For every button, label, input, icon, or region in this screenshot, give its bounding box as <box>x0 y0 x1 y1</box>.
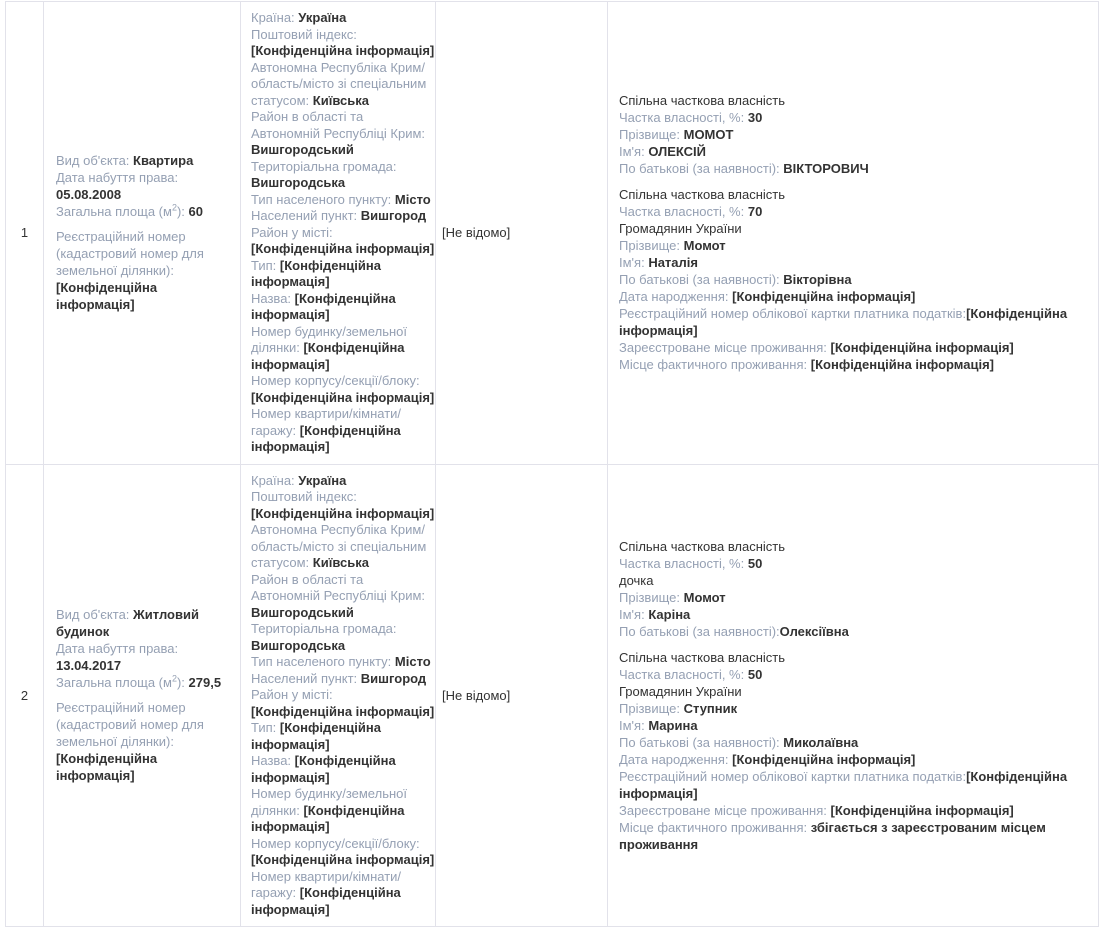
field <box>56 674 232 691</box>
field-value: МОМОТ <box>683 127 734 143</box>
field-value: [Конфіденційна інформація] <box>251 753 396 785</box>
field-label: Автономна Республіка Крим/область/місто зі спеціальним статусом: <box>251 522 427 570</box>
field: Спільна часткова власність <box>619 93 786 109</box>
field-value: [Конфіденційна інформація] <box>56 751 158 784</box>
field-label: Прізвище: <box>619 700 680 716</box>
field <box>251 291 435 324</box>
row-number-cell: 2 <box>6 464 44 927</box>
field-value: [Конфіденційна інформація] <box>251 389 435 405</box>
field <box>251 522 435 572</box>
field-label: Зареєстроване місце проживання: <box>619 802 827 818</box>
field-value: [Конфіденційна інформація] <box>251 852 435 867</box>
field-label: Реєстраційний номер (кадастровий номер для земельної ділянки): <box>56 700 204 750</box>
field-value: Момот <box>683 589 726 605</box>
field-value: 70 <box>747 204 763 220</box>
field-label: Місце фактичного проживання: <box>619 819 808 835</box>
field-value: ОЛЕКСІЙ <box>648 144 706 160</box>
field-label: Тип населеного пункту: <box>251 654 392 669</box>
field-label: По батькові (за наявності): <box>619 623 780 639</box>
field <box>251 621 435 654</box>
field-value: [Конфіденційна інформація] <box>619 768 1068 801</box>
field <box>56 699 232 784</box>
field <box>619 305 1087 339</box>
field-label: Назва: <box>251 753 292 768</box>
field-value: 60 <box>188 204 204 220</box>
field <box>251 572 435 622</box>
field-label: Номер квартири/кімнати/гаражу: <box>251 406 402 438</box>
object-details-cell <box>44 2 241 465</box>
field-label: Територіальна громада: <box>251 158 397 174</box>
field-label: Реєстраційний номер облікової картки платника податків: <box>619 768 967 784</box>
field <box>251 225 435 258</box>
field <box>56 606 232 640</box>
field-value: [Конфіденційна інформація] <box>810 357 995 373</box>
field-value: 13.04.2017 <box>56 658 122 674</box>
field <box>251 109 435 159</box>
field <box>619 802 1087 819</box>
field-value: збігається з зареєстрованим місцем проживання <box>619 819 1046 852</box>
field-label: Район у місті: <box>251 224 333 240</box>
field <box>619 254 1087 271</box>
field <box>619 717 1087 734</box>
field-value: [Конфіденційна інформація] <box>251 290 396 322</box>
field: Громадянин України <box>619 683 742 699</box>
owner-block <box>619 649 1087 853</box>
field-value: [Конфіденційна інформація] <box>830 340 1014 356</box>
field-label: По батькові (за наявності): <box>619 272 780 288</box>
field-label: Тип: <box>251 720 277 735</box>
field <box>251 192 435 209</box>
field-label: Загальна площа $(м^2)$: <box>56 673 185 691</box>
field-value: Вишгородський <box>251 142 354 157</box>
declaration-table <box>5 1 1099 927</box>
field <box>619 356 1087 373</box>
field-label: Територіальна громада: <box>251 621 397 636</box>
field-value: 30 <box>747 110 763 126</box>
table-row <box>6 464 1099 927</box>
field-value: [Конфіденційна інформація] <box>251 43 435 58</box>
field-label: Район у місті: <box>251 687 333 702</box>
field-label: Населений пункт: <box>251 208 358 223</box>
field-label: Тип населеного пункту: <box>251 191 392 207</box>
field-value: Миколаївна <box>783 734 859 750</box>
field-value: 05.08.2008 <box>56 187 122 203</box>
owner-block <box>619 538 1087 640</box>
field-value: Момот <box>683 238 726 254</box>
field <box>619 203 1087 220</box>
field <box>619 555 1087 572</box>
field-value: [Конфіденційна інформація] <box>732 289 916 305</box>
field-value: [Конфіденційна інформація] <box>251 802 405 834</box>
field-label: Ім'я: <box>619 606 645 622</box>
owner-block <box>619 92 1087 177</box>
field <box>251 489 435 522</box>
field-label: Прізвище: <box>619 127 680 143</box>
field-value: [Конфіденційна інформація] <box>251 885 401 917</box>
owners-cell <box>608 464 1099 927</box>
field-label: Місце фактичного проживання: <box>619 357 808 373</box>
field-label: Реєстраційний номер облікової картки платника податків: <box>619 306 967 322</box>
field <box>619 109 1087 126</box>
field-label: Номер корпусу/секції/блоку: <box>251 373 420 388</box>
field-label: Реєстраційний номер (кадастровий номер для земельної ділянки): <box>56 229 204 279</box>
field-label: Вид об'єкта: <box>56 153 130 169</box>
field-value: Вишгород <box>360 670 427 686</box>
field-value: [Конфіденційна інформація] <box>56 280 158 313</box>
field-label: Прізвище: <box>619 589 680 605</box>
field <box>619 271 1087 288</box>
field-value: [Конфіденційна інформація] <box>830 802 1014 818</box>
field-value: Україна <box>298 10 347 25</box>
rights-status-cell: [Не відомо] <box>436 464 608 927</box>
field-value: Україна <box>298 472 347 488</box>
field <box>251 836 435 869</box>
field-value: Олексіївна <box>779 623 849 639</box>
field <box>251 159 435 192</box>
row-number-cell: 1 <box>6 2 44 465</box>
field-label: Країна: <box>251 10 295 25</box>
superscript: 2 <box>171 673 177 684</box>
field-value: [Конфіденційна інформація] <box>619 306 1068 339</box>
field <box>619 700 1087 717</box>
field-value: [Конфіденційна інформація] <box>251 340 405 372</box>
location-cell <box>241 2 436 465</box>
field-label: Частка власності, %: <box>619 666 745 682</box>
field <box>619 768 1087 802</box>
field-value: Місто <box>394 191 431 207</box>
field-label: Вид об'єкта: <box>56 607 130 623</box>
field-label: Дата народження: <box>619 751 729 767</box>
field-label: Частка власності, %: <box>619 555 745 571</box>
field-label: По батькові (за наявності): <box>619 734 780 750</box>
field <box>619 666 1087 683</box>
field <box>619 126 1087 143</box>
field <box>251 687 435 720</box>
field-value: Місто <box>394 654 431 669</box>
field-label: Дата народження: <box>619 289 729 305</box>
field-label: Дата набуття права: <box>56 170 179 186</box>
location-cell <box>241 464 436 927</box>
field-value: Каріна <box>648 606 691 622</box>
field: Спільна часткова власність <box>619 538 786 554</box>
field <box>619 237 1087 254</box>
field-value: Марина <box>648 717 698 733</box>
field-value: Вишгород <box>360 208 427 223</box>
field-label: Ім'я: <box>619 255 645 271</box>
field-value: Вікторівна <box>783 272 852 288</box>
field: Спільна часткова власність <box>619 649 786 665</box>
field <box>251 324 435 374</box>
field-value: 50 <box>747 666 763 682</box>
field-label: Номер будинку/земельної ділянки: <box>251 323 407 355</box>
field <box>56 640 232 674</box>
field-value: Наталія <box>648 255 698 271</box>
field <box>619 734 1087 751</box>
declaration-table-wrap <box>5 1 1098 927</box>
superscript: 2 <box>171 202 177 213</box>
field-label: Тип: <box>251 257 277 273</box>
field-value: [Конфіденційна інформація] <box>251 505 435 521</box>
field <box>619 819 1087 853</box>
field-label: Частка власності, %: <box>619 110 745 126</box>
field-value: Київська <box>312 555 369 570</box>
field-value: 279,5 <box>188 675 222 691</box>
field-label: Номер корпусу/секції/блоку: <box>251 835 420 851</box>
field <box>251 10 435 27</box>
rights-status-cell: [Не відомо] <box>436 2 608 465</box>
field: Громадянин України <box>619 221 742 237</box>
field-value: Квартира <box>133 153 194 169</box>
field-label: Номер будинку/земельної ділянки: <box>251 786 407 818</box>
owner-block <box>619 186 1087 373</box>
field <box>251 373 435 406</box>
field-value: [Конфіденційна інформація] <box>251 422 401 454</box>
field-label: Район в області та Автономній Республіці Крим: <box>251 109 426 141</box>
field-label: Автономна Республіка Крим/область/місто зі спеціальним статусом: <box>251 59 427 108</box>
field-label: Частка власності, %: <box>619 204 745 220</box>
field <box>619 606 1087 623</box>
field-label: Зареєстроване місце проживання: <box>619 340 827 356</box>
field <box>619 160 1087 177</box>
field <box>251 786 435 836</box>
field <box>619 751 1087 768</box>
field-value: Вишгородський <box>251 604 354 620</box>
field-value: [Конфіденційна інформація] <box>251 257 381 289</box>
field <box>251 473 435 490</box>
field <box>619 339 1087 356</box>
field-value: Ступник <box>683 700 738 716</box>
field-value: 50 <box>747 555 763 571</box>
field-label: Загальна площа $(м^2)$: <box>56 202 185 220</box>
field-value: Вишгородська <box>251 175 346 190</box>
field <box>619 143 1087 160</box>
field-label: Поштовий індекс: <box>251 489 357 504</box>
owners-cell <box>608 2 1099 465</box>
field-label: Поштовий індекс: <box>251 26 357 42</box>
field: дочка <box>619 572 654 588</box>
field-value: [Конфіденційна інформація] <box>251 703 435 719</box>
field <box>56 203 232 220</box>
field-label: Населений пункт: <box>251 670 358 686</box>
field-value: [Конфіденційна інформація] <box>732 751 916 767</box>
object-details-cell <box>44 464 241 927</box>
field <box>619 589 1087 606</box>
field-value: ВІКТОРОВИЧ <box>783 161 869 177</box>
field-value: [Конфіденційна інформація] <box>251 241 435 256</box>
field-label: Ім'я: <box>619 144 645 160</box>
field <box>56 152 232 169</box>
field <box>251 27 435 60</box>
field <box>251 208 435 225</box>
field <box>251 869 435 919</box>
field-value: Вишгородська <box>251 637 346 653</box>
field-label: Дата набуття права: <box>56 641 179 657</box>
field-label: Прізвище: <box>619 238 680 254</box>
field <box>251 671 435 688</box>
field <box>251 720 435 753</box>
field <box>251 60 435 110</box>
field-label: Район в області та Автономній Республіці Крим: <box>251 571 426 603</box>
table-body <box>6 2 1099 927</box>
field-value: [Конфіденційна інформація] <box>251 720 381 752</box>
field <box>56 169 232 203</box>
table-row <box>6 2 1099 465</box>
field-label: Ім'я: <box>619 717 645 733</box>
field-label: Назва: <box>251 290 292 306</box>
field-label: По батькові (за наявності): <box>619 161 780 177</box>
field-label: Номер квартири/кімнати/гаражу: <box>251 868 402 900</box>
field <box>251 258 435 291</box>
field <box>251 654 435 671</box>
field-value: Київська <box>312 92 369 108</box>
field <box>251 406 435 456</box>
field: Спільна часткова власність <box>619 187 786 203</box>
field <box>251 753 435 786</box>
field <box>619 288 1087 305</box>
field-value: Житловий будинок <box>56 607 199 640</box>
field <box>56 228 232 313</box>
field-label: Країна: <box>251 472 295 488</box>
field <box>619 623 1087 640</box>
